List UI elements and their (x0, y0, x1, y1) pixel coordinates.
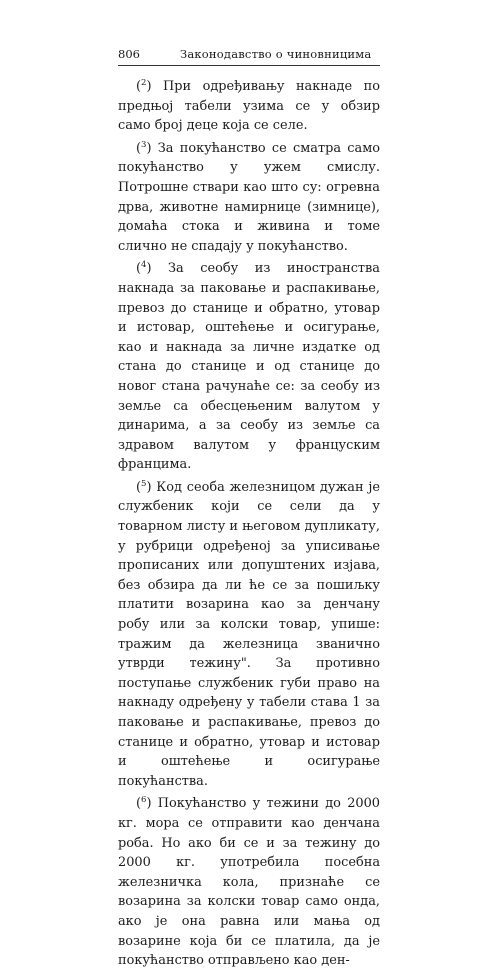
paragraph-number: 2 (141, 78, 147, 88)
paragraph-text: Код сеоба железницом дужан је службеник који се сели да у товарном листу и његовом дупликату, у рубрици одређеној за уписивање прописаних или допуштених изјава, без обзира да ли ће се за пошиљку платити возарина као за денчану робу или за колски товар, упише: тражим да железница званично утврди тежину". За противно поступање службеник губи право на накнаду одређену у табели става 1 за паковање и распакивање, превоз до станице и обратно, утовар и истовар и оштећење и осигурање покућанства. (118, 479, 380, 789)
paragraph: ($^3$) За покућанство се сматра само покућанство у ужем смислу. Потрошне ствари као што су: огревна дрва, животне намирнице (зимнице), домаћа стока и живина и томе слично не спадају у покућанство. (118, 139, 380, 254)
paragraph-number: 3 (141, 139, 147, 150)
paragraph-text: За покућанство се сматра само покућанство у ужем смислу. Потрошне ствари као што су: огревна дрва, животне намирнице (зимнице), домаћа стока и живина и томе слично не спадају у покућанство. (118, 140, 380, 254)
paragraph: ($^5$) Код сеоба железницом дужан је службеник који се сели да у товарном листу и његовом дупликату, у рубрици одређеној за уписивање прописаних или допуштених изјава, без обзира да ли ће се за пошиљку платити возарина као за денчану робу или за колски товар, упише: тражим да железница званично утврди тежину". За противно поступање службеник губи право на накнаду одређену у табели става 1 за паковање и распакивање, превоз до станице и обратно, утовар и истовар и оштећење и осигурање покућанства. (118, 478, 380, 789)
paragraph-number: 4 (141, 260, 147, 271)
paragraph: ($^2$) При одређивању накнаде по предњој табели узима се у обзир само број деце која се селе. (118, 78, 380, 134)
body-text (118, 74, 380, 971)
paragraph: ($^6$) Покућанство у тежини до 2000 кг. мора се отправити као денчана роба. Но ако би се и за тежину до 2000 кг. употребила посебна железничка кола, признаће се возарина за колски товар само онда, ако је она равна или мања од возарине која би се платила, да је покућанство отправљено као ден- (118, 795, 380, 969)
paragraph-text: За сеобу из иностранства накнада за паковање и распакивање, превоз до станице и обратно, утовар и истовар, оштећење и осигурање, као и накнада за личне издатке од стана до станице и од станице до новог стана рачунаће се: за сеобу из земље са обесцењеним валутом у динарима, а за сеобу из земље са здравом валутом у француским францима. (118, 261, 380, 473)
paragraph-text: При одређивању накнаде по предњој табели узима се у обзир само број деце која се селе. (118, 79, 380, 134)
paragraph-number: 6 (141, 795, 147, 806)
paragraph: ($^4$) За сеобу из иностранства накнада за паковање и распакивање, превоз до станице и обратно, утовар и истовар, оштећење и осигурање, као и накнада за личне издатке од стана до станице и од станице до новог стана рачунаће се: за сеобу из земље са обесцењеним валутом у динарима, а за сеобу из земље са здравом валутом у француским францима. (118, 260, 380, 473)
running-title: Законодавство о чиновницима (180, 47, 372, 61)
paragraph-text: Покућанство у тежини до 2000 кг. мора се отправити као денчана роба. Но ако би се и за тежину до 2000 кг. употребила посебна железничка кола, признаће се возарина за колски товар само онда, ако је она равна или мања од возарине која би се платила, да је покућанство отправљено као ден- (118, 796, 380, 969)
running-header (118, 47, 380, 66)
paragraph-number: 5 (141, 478, 147, 489)
page-number: 806 (118, 47, 140, 61)
